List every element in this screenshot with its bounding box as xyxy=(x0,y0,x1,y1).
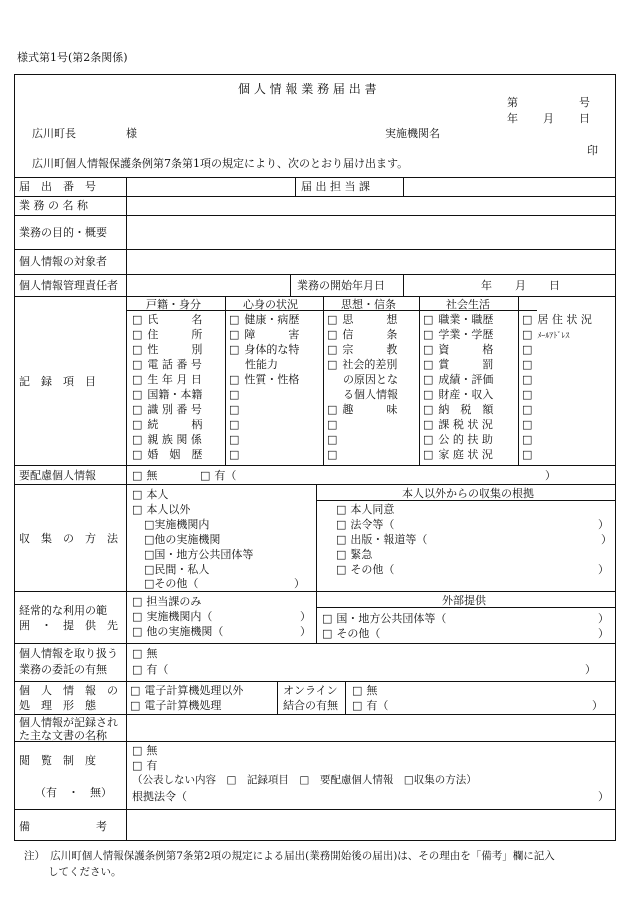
intro-text: 広川町個人情報保護条例第7条第1項の規定により、次のとおり届け出ます。 xyxy=(32,157,409,170)
month-label: 月 xyxy=(543,112,554,125)
checkbox-icon: □ xyxy=(229,343,240,356)
checkbox-icon: □ xyxy=(132,433,143,446)
record-domicile-item[interactable] xyxy=(132,389,202,400)
outsourcing-no-checkbox[interactable]: □ 無 xyxy=(132,648,157,659)
footnote-line-2: してください。 xyxy=(48,866,122,878)
year-label: 年 xyxy=(507,112,518,125)
inspection-label-2: （有 ・ 無） xyxy=(35,786,112,799)
record-thought-item xyxy=(327,374,398,385)
inspection-detail: （公表しない内容 □ 記録項目 □ 要配慮個人情報 □収集の方法） xyxy=(132,774,477,786)
online-label-1: オンライン xyxy=(283,684,338,697)
record-item-label: 学業・学歴 xyxy=(438,328,494,341)
checkbox-icon: □ xyxy=(229,433,240,446)
checkbox-icon: □ xyxy=(229,403,240,416)
basis-header: 本人以外からの収集の根拠 xyxy=(402,487,534,500)
record-thought-item[interactable] xyxy=(327,449,342,460)
basis-emergency-checkbox[interactable]: □ 緊急 xyxy=(336,549,372,560)
checkbox-icon: □ xyxy=(423,433,434,446)
checkbox-icon: □ xyxy=(423,373,434,386)
record-mind-body-item[interactable] xyxy=(229,434,244,445)
inspection-yes-checkbox[interactable]: □ 有 xyxy=(132,760,157,771)
record-item-label: 識 別 番 号 xyxy=(147,403,202,416)
checkbox-icon: □ xyxy=(423,358,434,371)
checkbox-icon: □ xyxy=(132,388,143,401)
processing-label-1: 個 人 情 報 の xyxy=(19,684,118,697)
checkbox-icon: □ xyxy=(327,358,338,371)
collection-sub-4[interactable]: □その他（ xyxy=(144,577,199,590)
record-social-item[interactable] xyxy=(423,419,493,430)
record-item-label: 公 的 扶 助 xyxy=(438,433,493,446)
regular-use-label-1: 経常的な利用の範 xyxy=(19,604,107,617)
remarks-label: 備 考 xyxy=(19,820,107,833)
checkbox-icon: □ xyxy=(423,448,434,461)
checkbox-icon: □ xyxy=(132,373,143,386)
use-other-close: ） xyxy=(300,625,311,638)
basis-press-checkbox[interactable]: □ 出版・報道等（ xyxy=(336,534,427,545)
record-thought-item xyxy=(327,389,398,400)
collection-label: 収 集 の 方 法 xyxy=(19,532,118,545)
record-domicile-item[interactable] xyxy=(132,329,202,340)
checkbox-icon: □ xyxy=(229,313,240,326)
checkbox-icon: □ xyxy=(327,343,338,356)
record-social-item[interactable] xyxy=(423,314,493,325)
record-social-item[interactable] xyxy=(423,449,493,460)
record-item-label: 課 税 状 況 xyxy=(438,418,493,431)
checkbox-icon: □ xyxy=(522,328,533,341)
record-domicile-item[interactable] xyxy=(132,419,202,430)
checkbox-icon: □ xyxy=(327,418,338,431)
record-mind-body-item[interactable] xyxy=(229,344,299,355)
start-day: 日 xyxy=(549,279,560,292)
ext-other-close: ） xyxy=(598,627,609,640)
record-item-label: 居 住 状 況 xyxy=(537,313,592,326)
record-item-label: 性能力 xyxy=(245,358,278,371)
record-thought-item[interactable] xyxy=(327,344,397,355)
record-item-label: 性質・性格 xyxy=(244,373,300,386)
business-name-label: 業 務 の 名 称 xyxy=(19,199,88,212)
record-item-label: 家 庭 状 況 xyxy=(438,448,493,461)
record-other-item[interactable] xyxy=(522,344,537,355)
record-other-item[interactable] xyxy=(522,374,537,385)
target-field[interactable] xyxy=(128,250,614,273)
proc-computer-checkbox[interactable]: □ 電子計算機処理 xyxy=(130,700,221,711)
use-within-agency-checkbox[interactable]: □ 実施機関内（ xyxy=(132,611,212,622)
checkbox-icon: □ xyxy=(522,313,533,326)
business-name-field[interactable] xyxy=(128,197,614,214)
sensitive-no-checkbox[interactable]: □ 無 xyxy=(132,470,157,481)
record-item-label: 信 条 xyxy=(342,328,398,341)
record-item-label: 氏 名 xyxy=(147,313,203,326)
documents-field[interactable] xyxy=(128,715,614,740)
footnote-line-1: 注） 広川町個人情報保護条例第7条第2項の規定による届出(業務開始後の届出)は、その理由を「備考」欄に記入 xyxy=(24,850,555,862)
seal-mark: 印 xyxy=(587,144,598,157)
proc-non-computer-checkbox[interactable]: □ 電子計算機処理以外 xyxy=(130,685,243,696)
checkbox-icon: □ xyxy=(522,388,533,401)
record-thought-item[interactable] xyxy=(327,359,397,370)
record-domicile-item[interactable] xyxy=(132,359,202,370)
ext-government-close: ） xyxy=(598,612,609,625)
record-mind-body-item[interactable] xyxy=(229,314,299,325)
form-number: 様式第1号(第2条関係) xyxy=(17,51,128,64)
record-item-label: 性 別 xyxy=(147,343,203,356)
record-mind-body-item[interactable] xyxy=(229,389,244,400)
checkbox-icon: □ xyxy=(132,418,143,431)
outsourcing-close: ） xyxy=(585,663,596,676)
record-item-label: 続 柄 xyxy=(147,418,203,431)
record-item-label: 住 所 xyxy=(147,328,203,341)
record-item-label: 国籍・本籍 xyxy=(147,388,203,401)
sensitive-yes-checkbox[interactable]: □ 有（ xyxy=(200,470,236,481)
record-social-item[interactable] xyxy=(423,389,493,400)
regular-use-label-2: 囲 ・ 提 供 先 xyxy=(19,619,118,632)
checkbox-icon: □ xyxy=(522,448,533,461)
record-domicile-item[interactable] xyxy=(132,434,202,445)
processing-label-2: 処 理 形 態 xyxy=(19,699,96,712)
checkbox-icon: □ xyxy=(327,313,338,326)
manager-label: 個人情報管理責任者 xyxy=(19,279,118,292)
record-domicile-item[interactable] xyxy=(132,344,202,355)
checkbox-icon: □ xyxy=(132,343,143,356)
checkbox-icon: □ xyxy=(423,313,434,326)
ext-government-checkbox[interactable]: □ 国・地方公共団体等（ xyxy=(322,613,446,624)
go-label: 号 xyxy=(579,96,590,109)
checkbox-icon xyxy=(327,373,338,386)
sensitive-close-paren: ） xyxy=(545,469,556,482)
checkbox-icon: □ xyxy=(327,433,338,446)
record-item-label: 社会的差別 xyxy=(342,358,398,371)
record-item-label: 身体的な特 xyxy=(244,343,300,356)
online-yes-checkbox[interactable]: □ 有（ xyxy=(352,700,388,711)
record-domicile-item[interactable] xyxy=(132,314,202,325)
collection-sub-2[interactable]: □国・地方公共団体等 xyxy=(144,548,254,561)
form-title: 個 人 情 報 業 務 届 出 書 xyxy=(238,82,377,96)
record-mind-body-item[interactable] xyxy=(229,329,299,340)
checkbox-icon: □ xyxy=(327,448,338,461)
collection-sub-close: ） xyxy=(294,577,305,590)
checkbox-icon: □ xyxy=(132,313,143,326)
checkbox-icon: □ xyxy=(229,328,240,341)
record-other-item[interactable] xyxy=(522,434,537,445)
record-other-item[interactable] xyxy=(522,314,592,325)
record-item-label: の原因とな xyxy=(343,373,398,386)
record-item-label: 賞 罰 xyxy=(438,358,494,371)
start-month: 月 xyxy=(515,279,526,292)
domicile-header: 戸籍・身分 xyxy=(146,298,201,311)
remarks-field[interactable] xyxy=(128,810,614,840)
checkbox-icon: □ xyxy=(132,358,143,371)
record-item-label: 納 税 額 xyxy=(438,403,494,416)
purpose-field[interactable] xyxy=(128,216,614,248)
basis-press-close: ） xyxy=(601,533,612,546)
outsourcing-yes-checkbox[interactable]: □ 有（ xyxy=(132,664,168,675)
filing-number-label: 届 出 番 号 xyxy=(19,180,96,193)
record-item-label: 婚 姻 歴 xyxy=(147,448,203,461)
checkbox-icon: □ xyxy=(522,418,533,431)
filing-dept-field[interactable] xyxy=(405,178,615,195)
use-other-agency-checkbox[interactable]: □ 他の実施機関（ xyxy=(132,626,223,637)
agency-label: 実施機関名 xyxy=(385,127,440,140)
online-close: ） xyxy=(592,699,603,712)
checkbox-icon: □ xyxy=(423,328,434,341)
inspection-law-close: ） xyxy=(598,790,609,803)
record-item-label: 思 想 xyxy=(342,313,398,326)
basis-other-checkbox[interactable]: □ その他（ xyxy=(336,564,394,575)
addressee: 広川町長 xyxy=(32,127,76,140)
mind-body-header: 心身の状況 xyxy=(243,298,298,311)
inspection-no-checkbox[interactable]: □ 無 xyxy=(132,745,157,756)
record-mind-body-item[interactable] xyxy=(229,374,299,385)
sama-label: 様 xyxy=(126,127,137,140)
ext-other-checkbox[interactable]: □ その他（ xyxy=(322,628,380,639)
record-mind-body-item[interactable] xyxy=(229,449,244,460)
start-year: 年 xyxy=(481,279,492,292)
day-label: 日 xyxy=(579,112,590,125)
thought-header: 思想・信条 xyxy=(341,298,396,311)
online-label-2: 結合の有無 xyxy=(283,699,338,712)
record-thought-item[interactable] xyxy=(327,404,397,415)
collection-self-checkbox[interactable]: □ 本人 xyxy=(132,489,168,500)
collection-sub-3[interactable]: □民間・私人 xyxy=(144,563,210,576)
outsourcing-label-1: 個人情報を取り扱う xyxy=(19,647,118,660)
collection-sub-0[interactable]: □実施機関内 xyxy=(144,518,210,531)
record-social-item[interactable] xyxy=(423,329,493,340)
record-social-item[interactable] xyxy=(423,434,493,445)
online-no-checkbox[interactable]: □ 無 xyxy=(352,685,377,696)
checkbox-icon: □ xyxy=(423,388,434,401)
purpose-label: 業務の目的・概要 xyxy=(19,226,107,239)
checkbox-icon: □ xyxy=(229,373,240,386)
inspection-law: 根拠法令（ xyxy=(132,790,187,803)
record-mind-body-item xyxy=(229,359,278,370)
use-within-close: ） xyxy=(300,610,311,623)
checkbox-icon: □ xyxy=(229,448,240,461)
basis-law-close: ） xyxy=(598,518,609,531)
record-thought-item[interactable] xyxy=(327,314,397,325)
record-item-label: 障 害 xyxy=(244,328,300,341)
record-social-item[interactable] xyxy=(423,404,493,415)
basis-other-close: ） xyxy=(598,563,609,576)
checkbox-icon: □ xyxy=(522,403,533,416)
record-mind-body-item[interactable] xyxy=(229,404,244,415)
checkbox-icon: □ xyxy=(132,403,143,416)
record-domicile-item[interactable] xyxy=(132,404,202,415)
record-item-label: 親 族 関 係 xyxy=(147,433,202,446)
checkbox-icon: □ xyxy=(229,418,240,431)
record-domicile-item[interactable] xyxy=(132,449,202,460)
target-label: 個人情報の対象者 xyxy=(19,255,107,268)
checkbox-icon: □ xyxy=(522,343,533,356)
checkbox-icon: □ xyxy=(229,388,240,401)
record-item-label: 成績・評価 xyxy=(438,373,494,386)
record-thought-item[interactable] xyxy=(327,434,342,445)
documents-label-1: 個人情報が記録され xyxy=(19,716,118,729)
record-other-item[interactable] xyxy=(522,389,537,400)
record-domicile-item[interactable] xyxy=(132,374,202,385)
checkbox-icon: □ xyxy=(132,448,143,461)
record-item-label: 生 年 月 日 xyxy=(147,373,202,386)
external-provision-header: 外部提供 xyxy=(442,594,486,607)
record-items-label: 記 録 項 目 xyxy=(19,375,96,388)
checkbox-icon xyxy=(229,358,240,371)
start-date-label: 業務の開始年月日 xyxy=(297,279,385,292)
record-other-item[interactable] xyxy=(522,329,569,340)
basis-consent-checkbox[interactable]: □ 本人同意 xyxy=(336,504,394,515)
collection-sub-1[interactable]: □他の実施機関 xyxy=(144,533,221,546)
checkbox-icon: □ xyxy=(522,373,533,386)
record-other-item[interactable] xyxy=(522,404,537,415)
outsourcing-label-2: 業務の委託の有無 xyxy=(19,663,107,676)
checkbox-icon: □ xyxy=(423,418,434,431)
filing-dept-label: 届 出 担 当 課 xyxy=(301,180,370,193)
sensitive-label: 要配慮個人情報 xyxy=(19,469,96,482)
record-other-item[interactable] xyxy=(522,449,537,460)
record-item-label: 趣 味 xyxy=(342,403,398,416)
number-label: 第 xyxy=(507,96,518,109)
record-item-label: 宗 教 xyxy=(342,343,398,356)
checkbox-icon: □ xyxy=(132,328,143,341)
record-mind-body-item[interactable] xyxy=(229,419,244,430)
record-social-item[interactable] xyxy=(423,374,493,385)
record-item-label: る個人情報 xyxy=(343,388,398,401)
checkbox-icon: □ xyxy=(327,328,338,341)
checkbox-icon: □ xyxy=(522,433,533,446)
record-item-label: 職業・職歴 xyxy=(438,313,494,326)
record-thought-item[interactable] xyxy=(327,419,342,430)
checkbox-icon xyxy=(327,388,338,401)
record-item-label: 資 格 xyxy=(438,343,494,356)
basis-law-checkbox[interactable]: □ 法令等（ xyxy=(336,519,394,530)
documents-label-2: た主な文書の名称 xyxy=(19,729,107,742)
record-item-label: 電 話 番 号 xyxy=(147,358,202,371)
collection-other-checkbox[interactable]: □ 本人以外 xyxy=(132,504,190,515)
record-social-item[interactable] xyxy=(423,344,493,355)
record-other-item[interactable] xyxy=(522,359,537,370)
record-other-item[interactable] xyxy=(522,419,537,430)
social-header: 社会生活 xyxy=(446,298,490,311)
record-item-label: 健康・病歴 xyxy=(244,313,300,326)
checkbox-icon: □ xyxy=(327,403,338,416)
record-social-item[interactable] xyxy=(423,359,493,370)
record-item-label: ﾒｰﾙｱﾄﾞﾚｽ xyxy=(537,331,570,340)
record-item-label: 財産・収入 xyxy=(438,388,494,401)
manager-field[interactable] xyxy=(128,275,288,295)
filing-number-field[interactable] xyxy=(128,178,294,195)
checkbox-icon: □ xyxy=(423,343,434,356)
use-dept-only-checkbox[interactable]: □ 担当課のみ xyxy=(132,596,201,607)
checkbox-icon: □ xyxy=(423,403,434,416)
inspection-label-1: 閲 覧 制 度 xyxy=(19,754,96,767)
checkbox-icon: □ xyxy=(522,358,533,371)
record-thought-item[interactable] xyxy=(327,329,397,340)
